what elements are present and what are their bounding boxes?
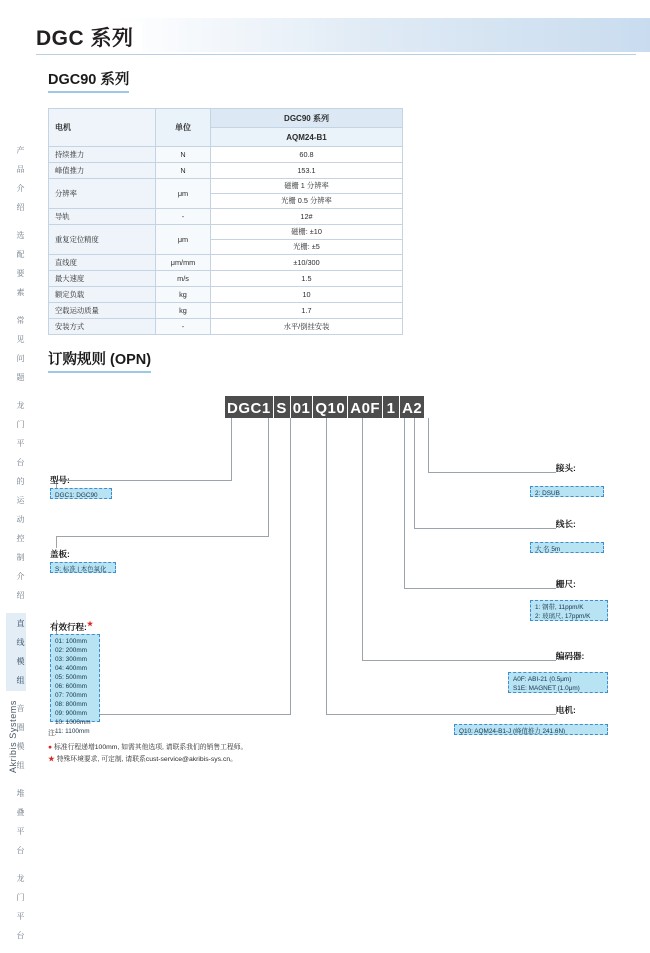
row-value [211,225,403,255]
row-label: 峰值推力 [49,163,156,179]
section-underline [48,371,151,373]
leader-line-encoder-v [362,418,363,660]
opn-segment-motor[interactable]: Q10 [313,396,348,418]
table-row [49,287,403,303]
callout-line: S: 标准 | 本色氧化 [55,566,107,573]
header-model: AQM24-B1 [211,128,403,147]
brand-name: Akribis Systems [8,700,18,774]
row-label: 持续推力 [49,147,156,163]
callout-line: 10: 1000mm [55,719,91,726]
row-unit: kg [156,303,211,319]
table-header-row [49,109,403,128]
table-row [49,255,403,271]
callout-title-scale: 栅尺: [556,579,576,589]
callout-line: 05: 500mm [55,674,87,681]
row-label: 直线度 [49,255,156,271]
opn-segment-scale[interactable]: 1 [383,396,400,418]
callout-connector [530,486,604,497]
leader-line-connector-h [428,472,556,473]
leader-line-cover-v [268,418,269,536]
leader-line-motor-h [326,714,556,715]
callout-line: 1: 钢带, 11ppm/K [535,604,584,611]
callout-line: 06: 600mm [55,683,87,690]
star-icon: ★ [48,756,55,763]
row-unit: μm [156,225,211,255]
callout-motor [454,724,608,735]
side-rail [6,140,28,953]
row-value: 水平/倒挂安装 [211,319,403,335]
row-label: 分辨率 [49,179,156,209]
row-value-line: 光栅 0.5 分辨率 [211,193,402,208]
callout-line: A0F: ABI-21 (0.5μm) [513,676,572,683]
table-row [49,147,403,163]
header-divider [36,54,636,55]
row-unit: - [156,319,211,335]
section-underline [48,91,129,93]
note-bullet-icon: ● [48,744,53,751]
page-header [0,18,650,54]
row-unit: N [156,147,211,163]
leader-line-cover-drop [56,536,57,548]
row-label: 导轨 [49,209,156,225]
callout-title-model: 型号: [50,475,70,485]
sidebar-item-voice-coil-module[interactable]: 音 圈 模 组 [16,704,25,770]
leader-line-cable-v [414,418,415,528]
callout-line: DGC1: DGC90 [55,492,98,499]
row-value-line: 磁栅: ±10 [291,227,322,236]
header-unit: 单位 [156,109,211,147]
row-label: 额定负载 [49,287,156,303]
leader-line-model-v [231,418,232,480]
opn-segment-connector[interactable]: A2 [400,396,424,418]
leader-line-cable-h [414,528,556,529]
row-unit: μm/mm [156,255,211,271]
opn-code-string [225,396,424,418]
table-row [49,303,403,319]
note-item [48,754,247,766]
spec-table [48,108,403,335]
row-value: ±10/300 [211,255,403,271]
header-param: 电机 [49,109,156,147]
row-label: 安装方式 [49,319,156,335]
leader-line-connector-v [428,418,429,472]
callout-line: 01: 100mm [55,638,87,645]
callout-line: 2: DSUB [535,490,560,497]
callout-encoder [508,672,608,693]
sidebar-item-linear-module[interactable]: 直 线 模 组 [6,613,26,691]
leader-line-stroke-v [290,418,291,714]
callout-model [50,488,112,499]
sidebar-item-product-intro[interactable]: 产 品 介 绍 [16,146,25,212]
row-unit: - [156,209,211,225]
row-unit: m/s [156,271,211,287]
callout-cable [530,542,604,553]
table-row [49,179,403,209]
note-text: 标准行程递增100mm, 如需其他选项, 请联系我们的销售工程师。 [54,744,248,751]
callout-stroke [50,634,100,735]
row-value [211,179,403,209]
callout-line: 04: 400mm [55,665,87,672]
callout-title-stroke-text: 有效行程: [50,621,87,632]
row-value-line: 光栅: ±5 [211,239,402,254]
callout-title-stroke [50,620,93,633]
callout-line: S1E: MAGNET (1.0μm) [513,685,580,692]
sidebar-item-stacked-stage[interactable]: 堆 叠 平 台 [16,789,25,855]
callout-line: 07: 700mm [55,692,87,699]
note-item [48,742,247,754]
leader-line-model-h [56,480,232,481]
callout-line: Q10: AQM24-B1-J (峰值推力 241.6N) [459,728,566,735]
callout-title-encoder: 编码器: [556,651,585,661]
row-unit: N [156,163,211,179]
sidebar-item-gantry-stage[interactable]: 龙 门 平 台 [16,874,25,940]
section-title-opn [48,348,151,373]
opn-segment-model[interactable]: DGC1 [225,396,274,418]
section-title-opn-text: 订购规则 (OPN) [48,352,152,368]
row-label: 重复定位精度 [49,225,156,255]
callout-line: 08: 800mm [55,701,87,708]
callout-scale [530,600,608,621]
callout-cover [50,562,116,573]
table-row [49,209,403,225]
leader-line-scale-h [404,588,556,589]
callout-line: 2: 玻璃尺, 17ppm/K [535,613,591,620]
table-row [49,319,403,335]
callout-title-connector: 接头: [556,463,576,473]
row-value: 10 [211,287,403,303]
leader-line-motor-v [326,418,327,714]
table-row [49,271,403,287]
callout-line: 03: 300mm [55,656,87,663]
row-value: 1.5 [211,271,403,287]
header-model-group: DGC90 系列 [211,109,403,128]
row-value: 1.7 [211,303,403,319]
note-text: 特殊环境要求, 可定制, 请联系cust-service@akribis-sys.cn。 [56,756,237,763]
row-value: 12# [211,209,403,225]
opn-segment-encoder[interactable]: A0F [348,396,383,418]
leader-line-scale-v [404,418,405,588]
callout-line: 09: 900mm [55,710,87,717]
section-title-dgc90 [48,68,129,93]
sidebar-item-faq[interactable]: 常 见 问 题 [16,316,25,382]
footnote-marker: ★ [86,621,94,628]
callout-title-motor: 电机: [556,705,576,715]
sidebar-item-gantry-motion-control[interactable]: 龙 门 平 台 的 运 动 控 制 介 绍 [16,401,25,600]
callout-line: 11: 1100mm [55,728,90,735]
row-unit: μm [156,179,211,209]
row-unit: kg [156,287,211,303]
callout-line: 大 名 5m [535,546,561,553]
row-value: 153.1 [211,163,403,179]
callout-title-cable: 线长: [556,519,576,529]
row-label: 最大速度 [49,271,156,287]
row-label: 空载运动质量 [49,303,156,319]
leader-line-encoder-h [362,660,556,661]
opn-segment-stroke[interactable]: 01 [291,396,314,418]
row-value-line: 磁栅 1 分辨率 [284,181,329,190]
table-row [49,163,403,179]
notes-block [48,728,247,766]
page-title: DGC 系列 [36,22,142,52]
row-value: 60.8 [211,147,403,163]
section-title-dgc90-text: DGC90 系列 [48,72,130,88]
callout-line: 02: 200mm [55,647,87,654]
notes-heading: 注: [48,730,57,737]
opn-segment-cover[interactable]: S [274,396,291,418]
sidebar-item-options[interactable]: 选 配 要 素 [16,231,25,297]
leader-line-cover-h [56,536,269,537]
callout-title-cover: 盖板: [50,549,70,559]
table-row [49,225,403,255]
